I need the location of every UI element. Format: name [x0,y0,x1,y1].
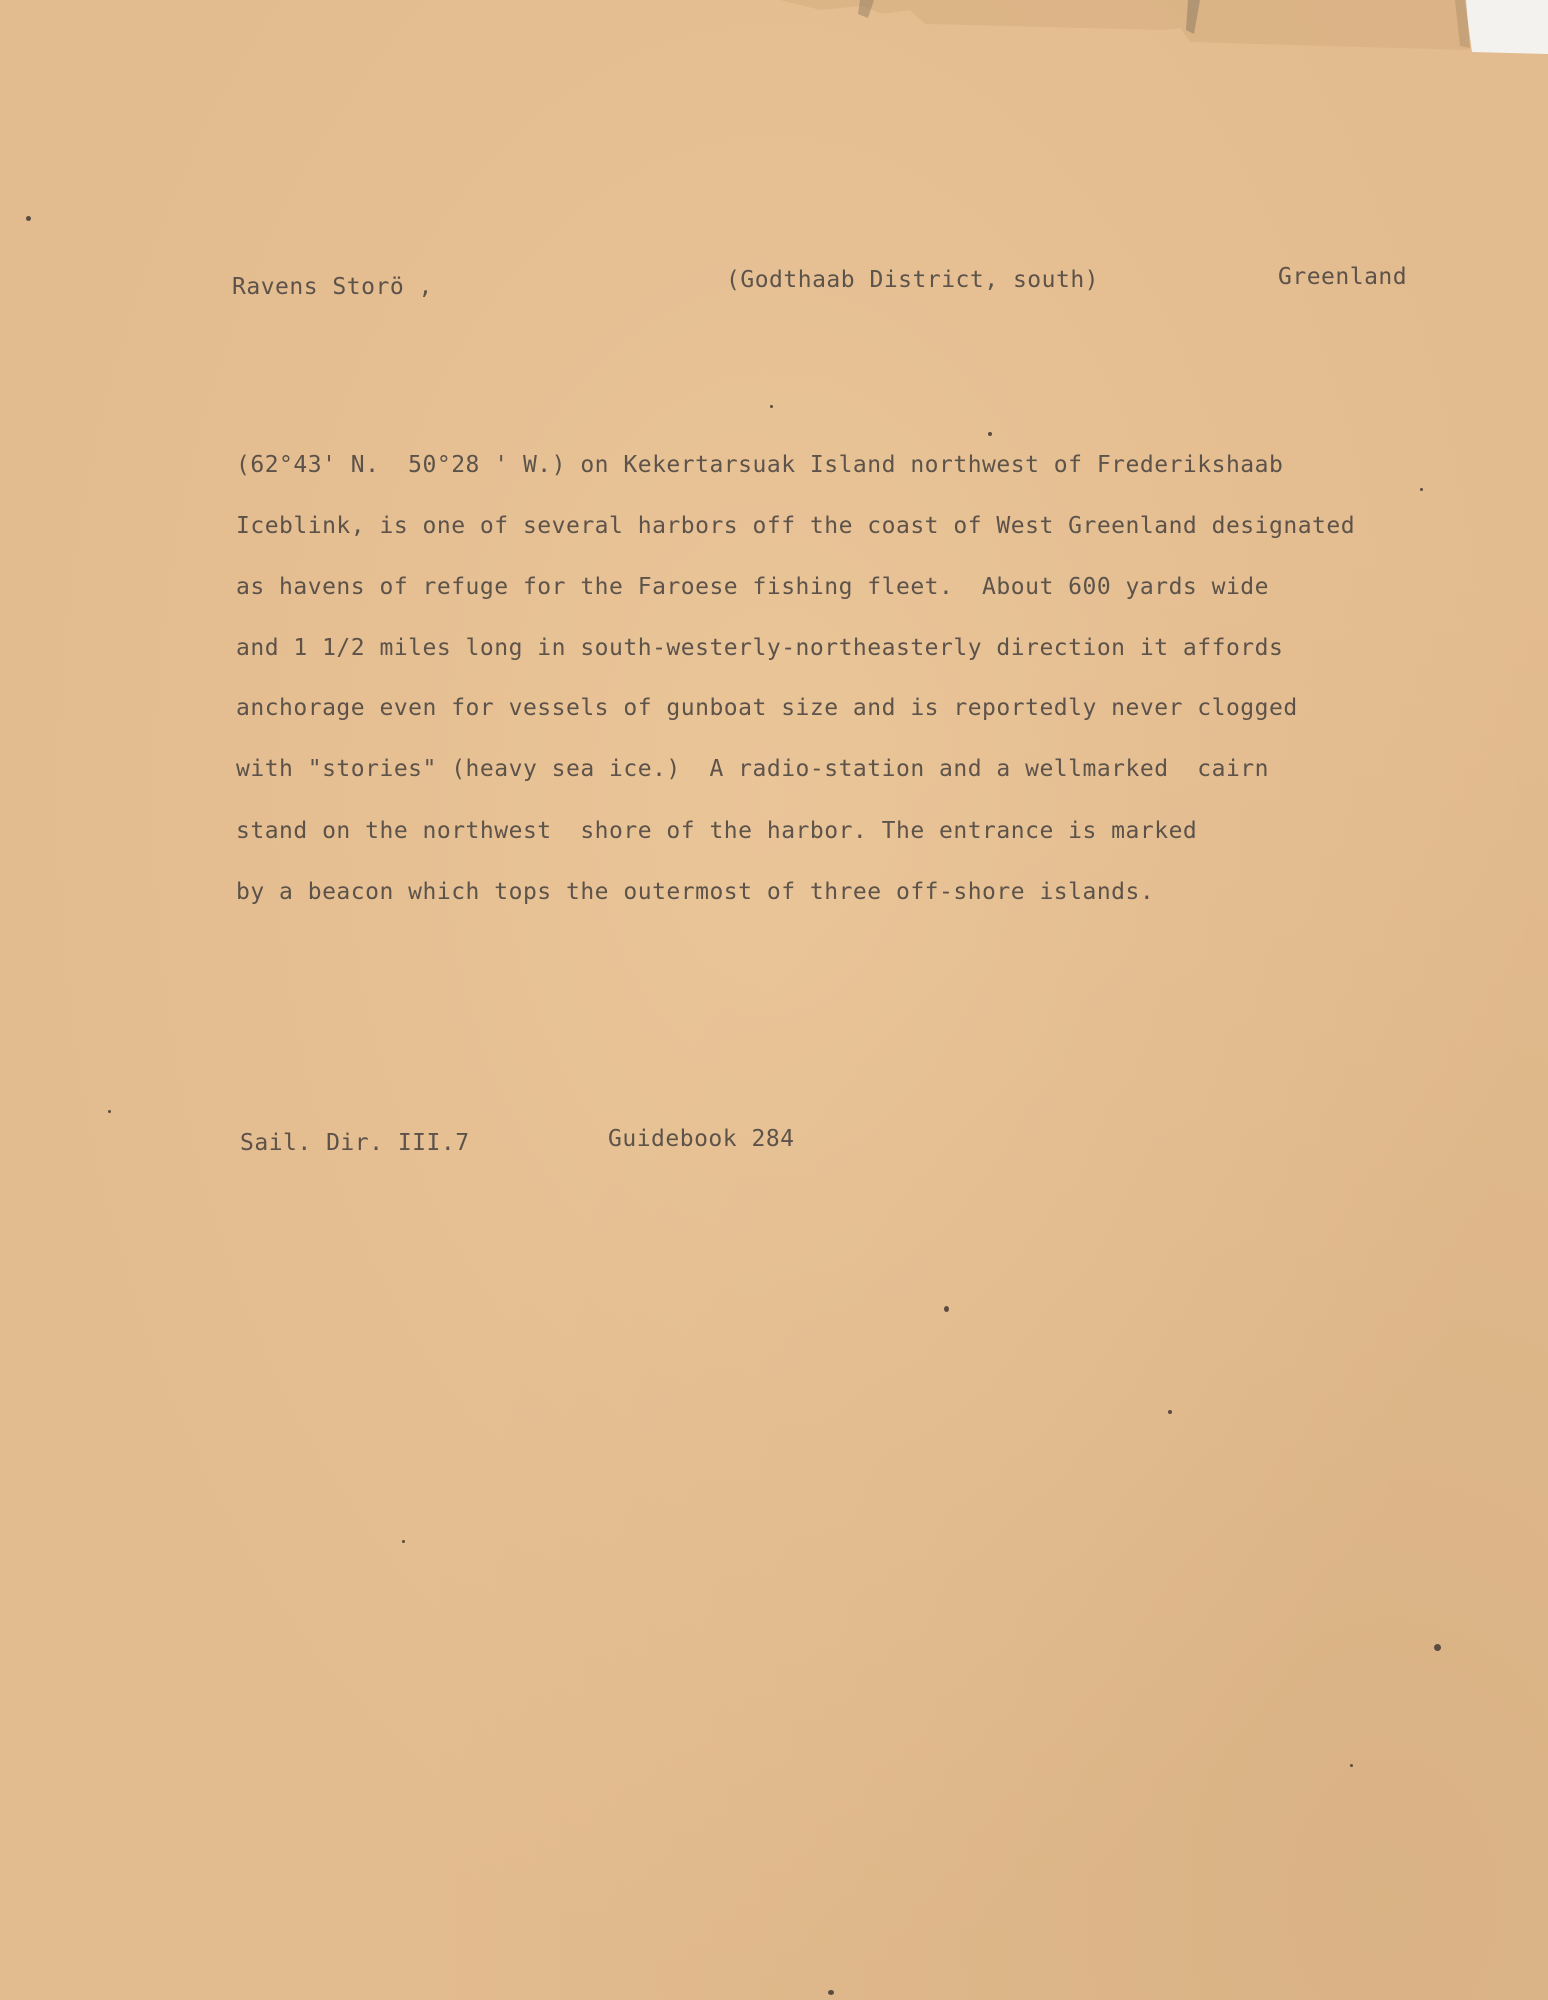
place-name: Ravens Storö , [232,274,433,300]
paper-speck [1350,1764,1353,1767]
paper-speck [770,405,773,408]
body-line: anchorage even for vessels of gunboat size and is reportedly never clogged [236,695,1298,721]
paper-speck [1420,488,1423,491]
body-line: Iceblink, is one of several harbors off the coast of West Greenland designated [236,513,1356,539]
guidebook-reference: Guidebook 284 [608,1126,795,1152]
sailing-directions-reference: Sail. Dir. III.7 [240,1130,470,1156]
country-label: Greenland [1278,264,1408,290]
torn-top-edge [0,0,1548,60]
paper-speck [944,1306,949,1312]
paper-speck [108,1110,111,1113]
paper-speck [988,432,992,436]
paper-speck [1434,1644,1441,1651]
body-line: with "stories" (heavy sea ice.) A radio-station and a wellmarked cairn [236,756,1269,782]
paper-speck [828,1990,834,1995]
body-line: (62°43' N. 50°28 ' W.) on Kekertarsuak Island northwest of Frederikshaab [236,452,1284,478]
body-line: by a beacon which tops the outermost of three off-shore islands. [236,879,1155,905]
paper-speck [26,216,31,221]
body-line: and 1 1/2 miles long in south-westerly-northeasterly direction it affords [236,635,1284,661]
body-line: stand on the northwest shore of the harbor. The entrance is marked [236,818,1198,844]
paper-speck [1168,1410,1172,1414]
paper-speck [402,1540,405,1543]
district-label: (Godthaab District, south) [726,267,1100,293]
body-line: as havens of refuge for the Faroese fishing fleet. About 600 yards wide [236,574,1269,600]
